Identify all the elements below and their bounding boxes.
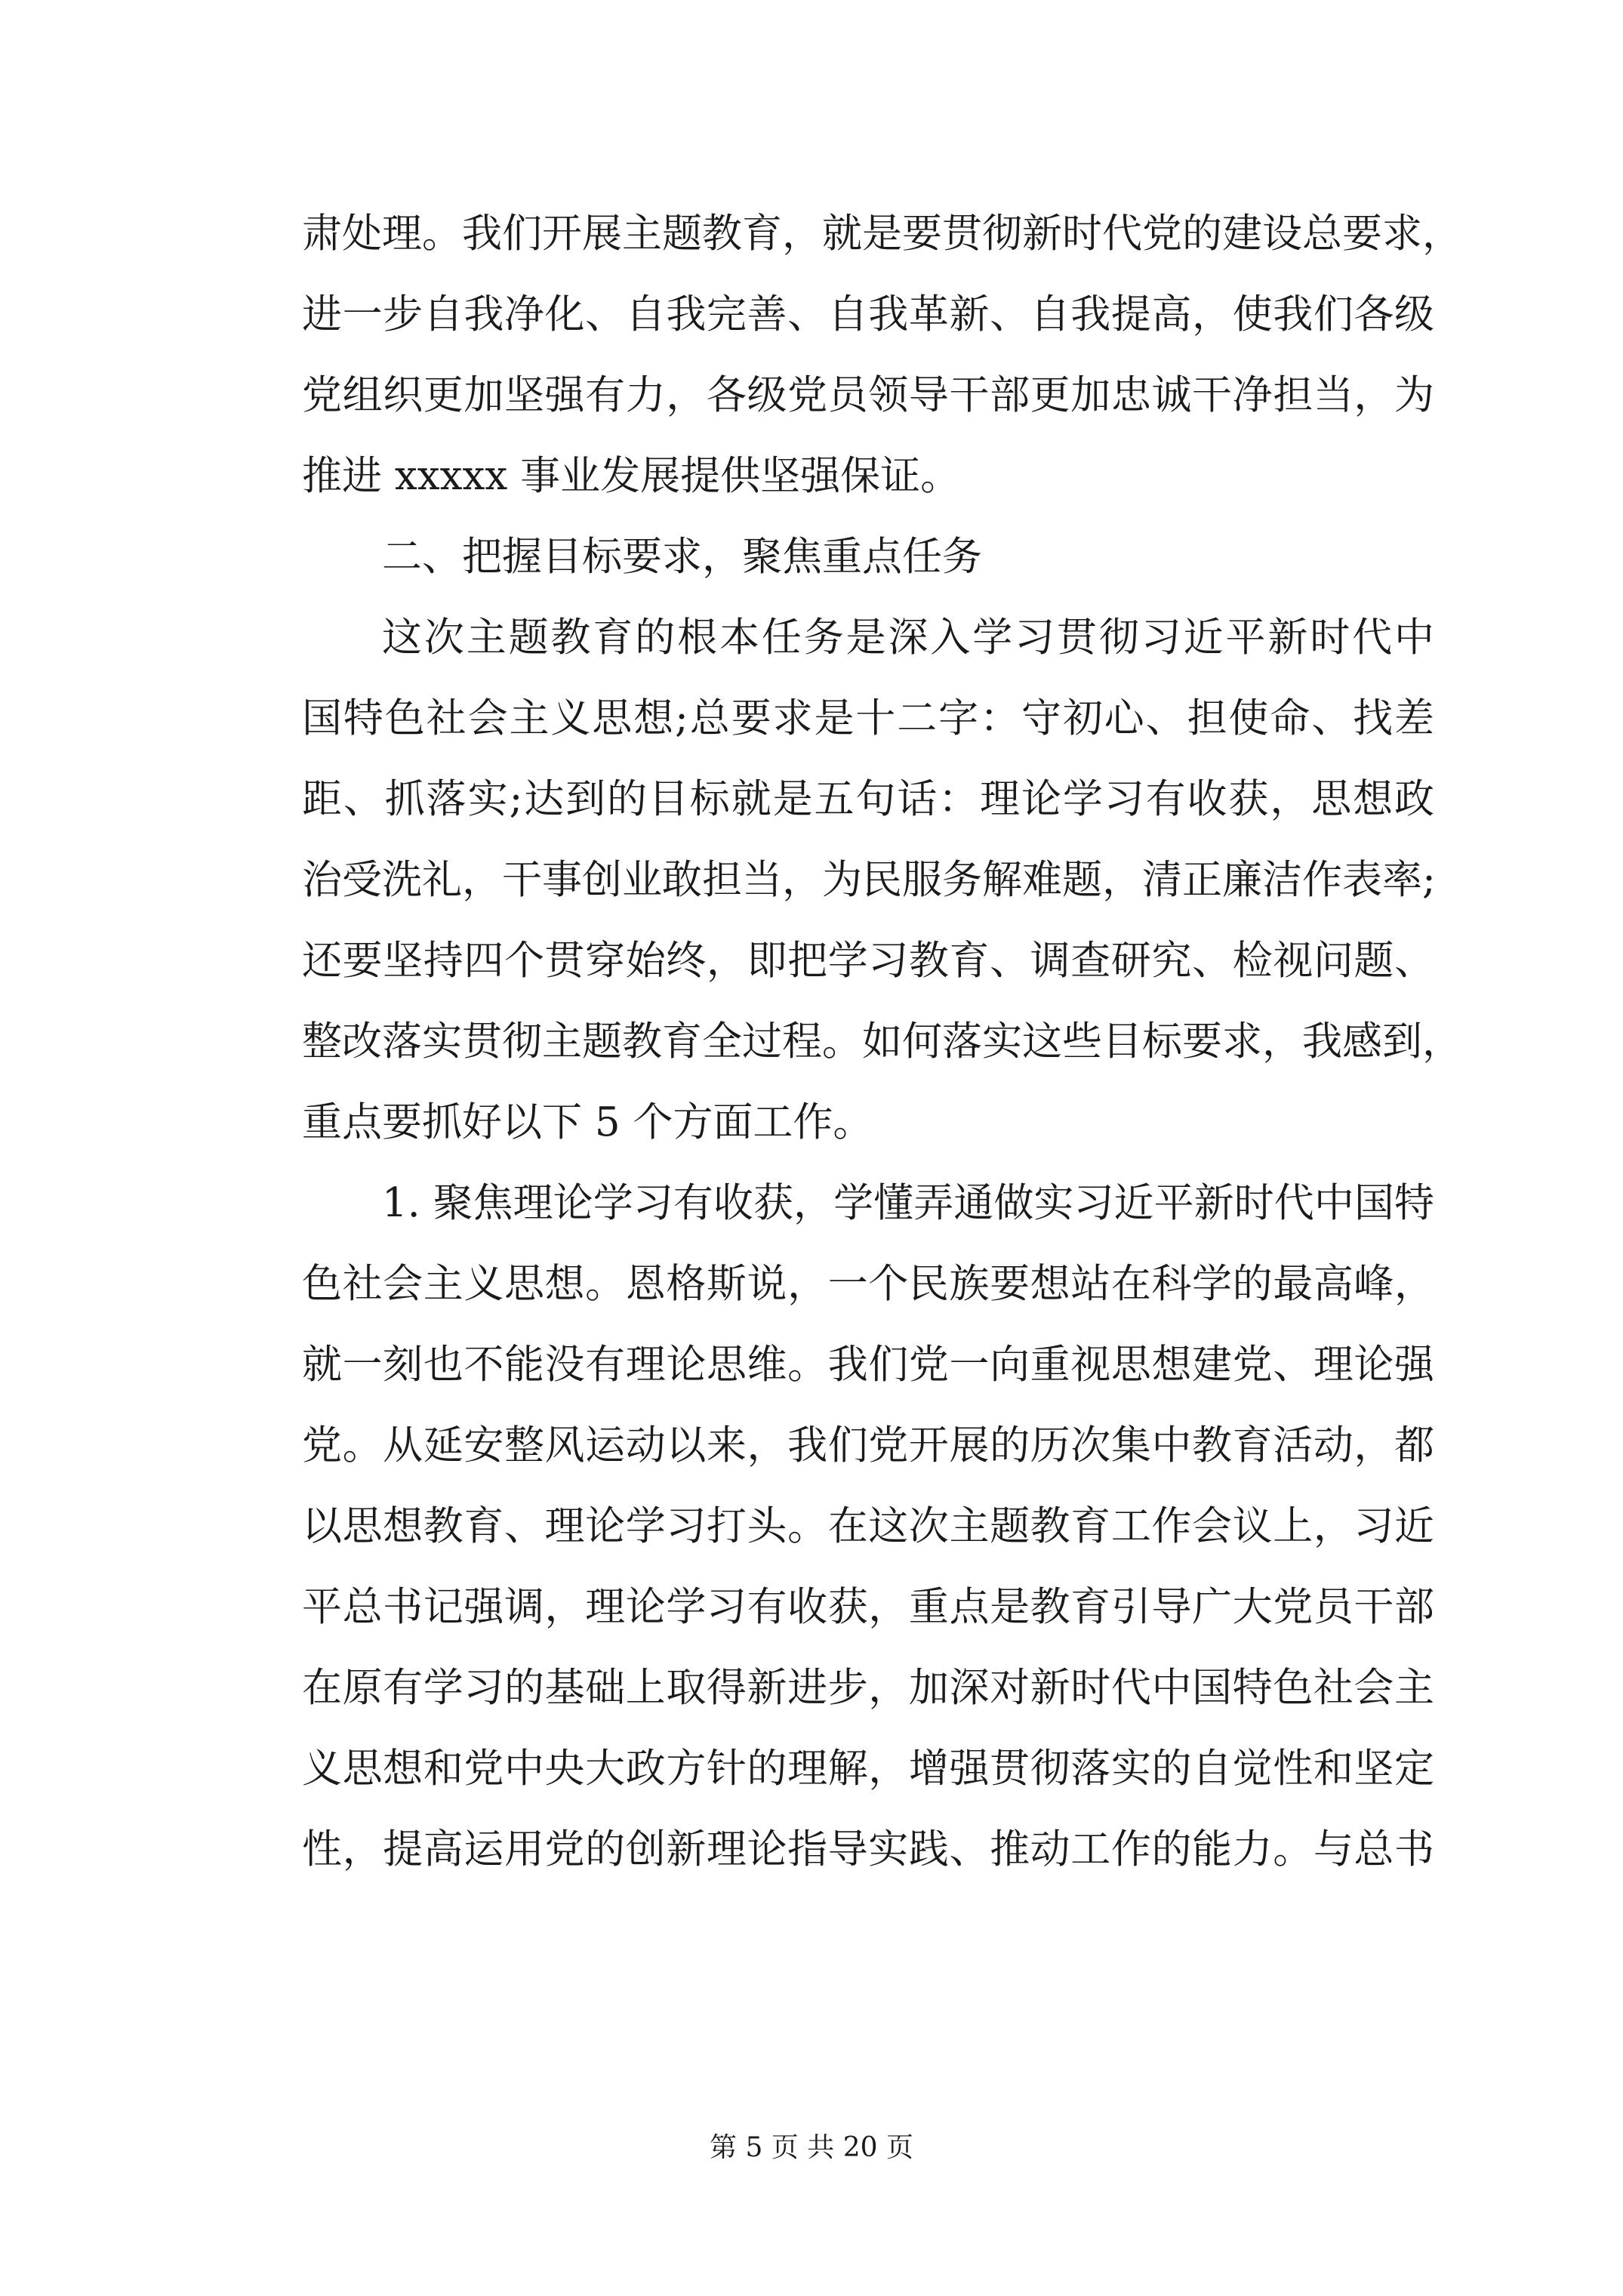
text-line: 党。从延安整风运动以来，我们党开展的历次集中教育活动，都 bbox=[302, 1422, 1434, 1469]
text-line: 距、抓落实;达到的目标就是五句话：理论学习有收获，思想政 bbox=[302, 776, 1434, 822]
body-text bbox=[302, 193, 1462, 1890]
text-line: 就一刻也不能没有理论思维。我们党一向重视思想建党、理论强 bbox=[302, 1342, 1434, 1388]
section-heading: 二、把握目标要求，聚焦重点任务 bbox=[382, 534, 982, 580]
text-line: 肃处理。我们开展主题教育，就是要贯彻新时代党的建设总要求， bbox=[302, 211, 1462, 257]
text-line: 进一步自我净化、自我完善、自我革新、自我提高，使我们各级 bbox=[302, 291, 1434, 337]
text-line: 推进 xxxxx 事业发展提供坚强保证。 bbox=[302, 453, 961, 499]
text-line: 治受洗礼，干事创业敢担当，为民服务解难题，清正廉洁作表率; bbox=[302, 857, 1436, 903]
text-line: 义思想和党中央大政方针的理解，增强贯彻落实的自觉性和坚定 bbox=[302, 1746, 1434, 1792]
text-line: 1. 聚焦理论学习有收获，学懂弄通做实习近平新时代中国特 bbox=[382, 1180, 1434, 1226]
text-line: 以思想教育、理论学习打头。在这次主题教育工作会议上，习近 bbox=[302, 1503, 1434, 1549]
text-line: 国特色社会主义思想;总要求是十二字：守初心、担使命、找差 bbox=[302, 695, 1434, 741]
text-line: 党组织更加坚强有力，各级党员领导干部更加忠诚干净担当，为 bbox=[302, 372, 1434, 418]
text-line: 整改落实贯彻主题教育全过程。如何落实这些目标要求，我感到， bbox=[302, 1019, 1462, 1065]
text-line: 重点要抓好以下 5 个方面工作。 bbox=[302, 1099, 873, 1145]
page-number-footer: 第 5 页 共 20 页 bbox=[710, 2132, 913, 2163]
text-line: 在原有学习的基础上取得新进步，加深对新时代中国特色社会主 bbox=[302, 1665, 1434, 1711]
text-line: 这次主题教育的根本任务是深入学习贯彻习近平新时代中 bbox=[382, 615, 1434, 661]
text-line: 色社会主义思想。恩格斯说，一个民族要想站在科学的最高峰， bbox=[302, 1261, 1434, 1307]
text-line: 还要坚持四个贯穿始终，即把学习教育、调查研究、检视问题、 bbox=[302, 938, 1434, 984]
text-line: 平总书记强调，理论学习有收获，重点是教育引导广大党员干部 bbox=[302, 1584, 1434, 1630]
text-line: 性，提高运用党的创新理论指导实践、推动工作的能力。与总书 bbox=[302, 1826, 1434, 1872]
